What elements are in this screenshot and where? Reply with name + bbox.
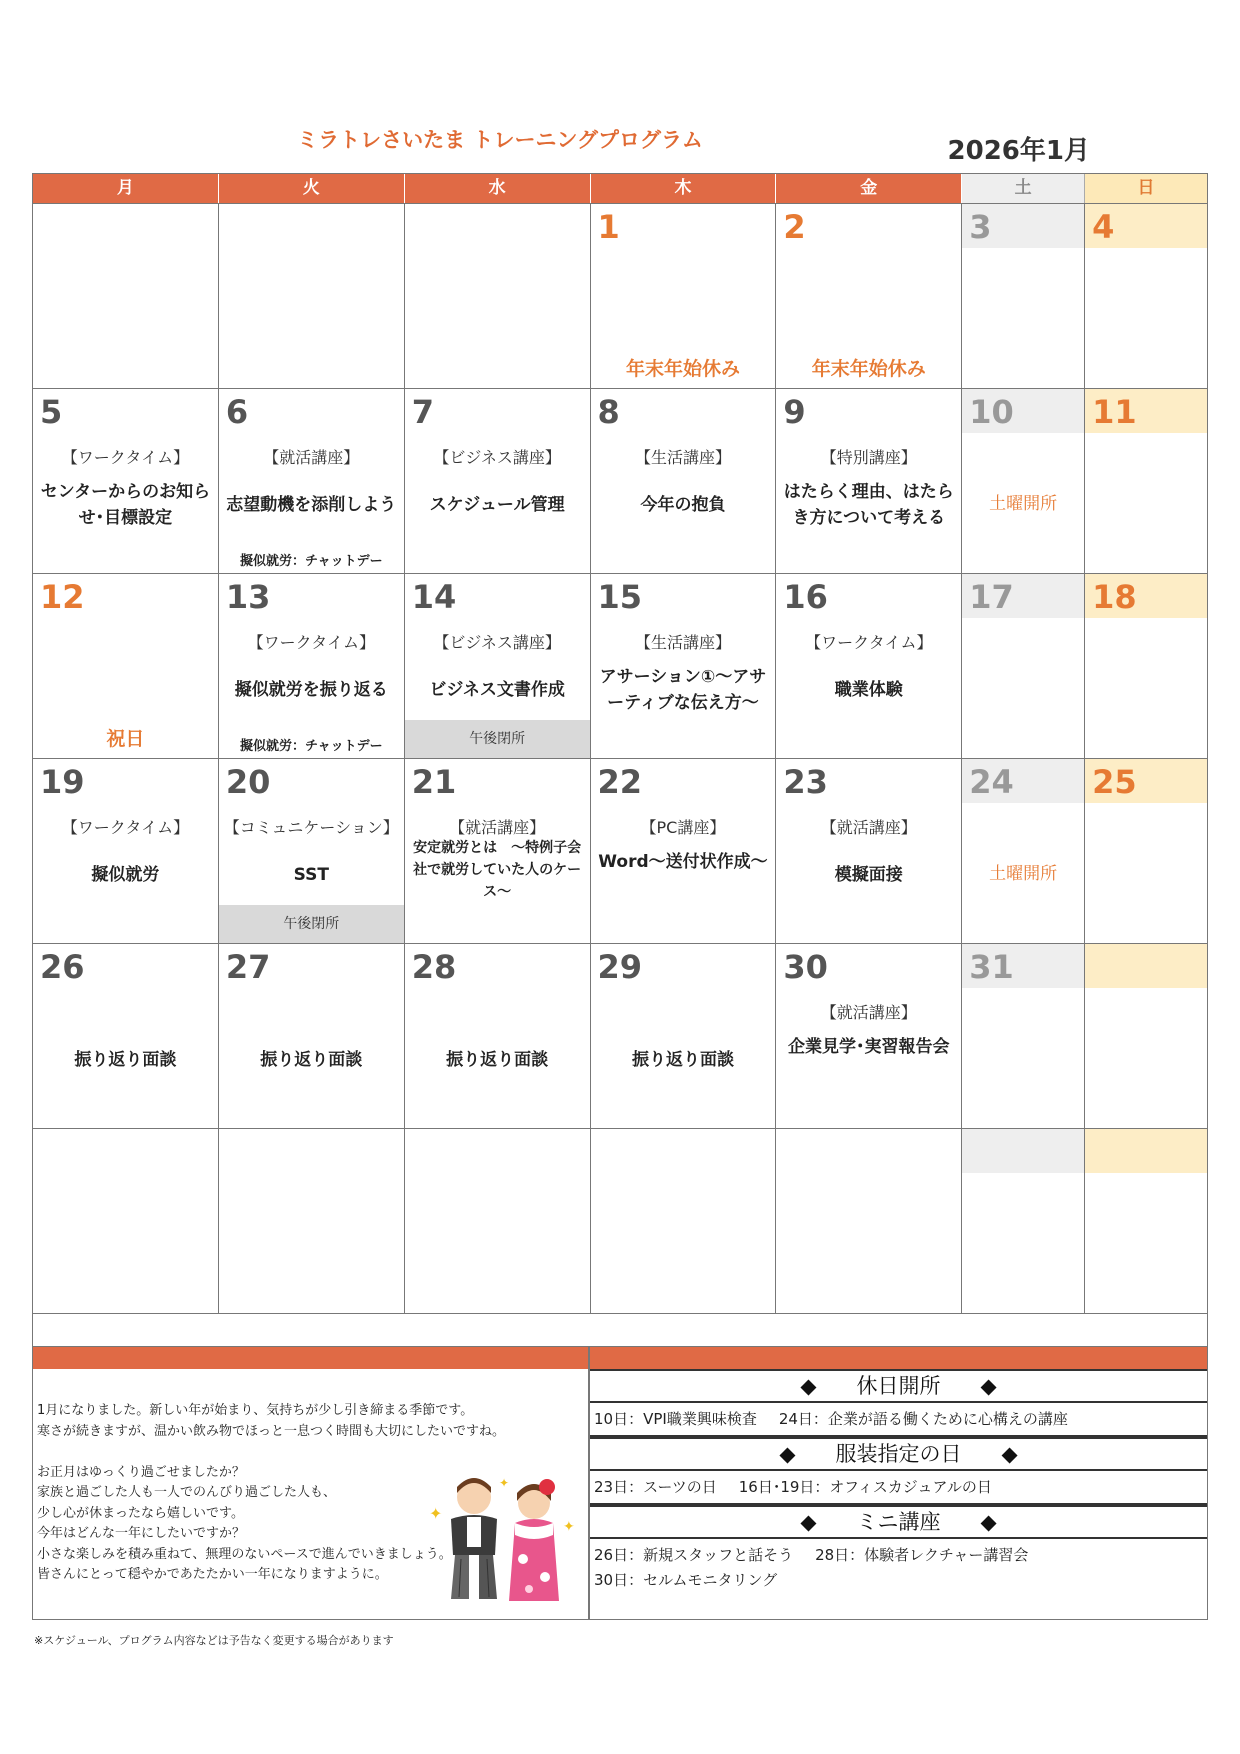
month-label: 2026年1月: [947, 136, 1090, 166]
day-number: 9: [783, 393, 806, 431]
day-number: 20: [225, 763, 271, 801]
holiday-label: 祝日: [106, 728, 145, 750]
day-cell-sat: [962, 1129, 1085, 1313]
event-note: 擬似就労：チャットデー: [239, 554, 383, 569]
day-number: 21: [411, 763, 457, 801]
day-cell-sun: [1085, 759, 1207, 943]
event-title: 擬似就労: [91, 865, 160, 885]
afternoon-closed-label: 午後閉所: [405, 720, 590, 758]
day-number: 14: [411, 578, 457, 616]
day-cell: [33, 204, 219, 388]
day-number: 2: [783, 208, 806, 246]
day-cell-sun: [1085, 1129, 1207, 1313]
day-cell: [33, 759, 219, 943]
panel-item: 26日：新規スタッフと話そう: [594, 1546, 794, 1564]
day-cell: [219, 574, 405, 758]
week-row: [33, 943, 1207, 1128]
day-number: 15: [597, 578, 643, 616]
day-cell: [219, 204, 405, 388]
event-category: 【就活講座】: [820, 818, 917, 837]
day-number: 23: [783, 763, 828, 801]
event-title: Word～送付状作成～: [598, 852, 768, 872]
panel-item: 16日･19日：オフィスカジュアルの日: [738, 1478, 992, 1496]
week-row: [33, 388, 1207, 573]
day-number: 26: [40, 948, 85, 986]
new-year-couple-illustration: [429, 1459, 579, 1609]
day-number: 30: [783, 948, 828, 986]
weekday-fri: 金: [776, 174, 962, 203]
day-number: 18: [1092, 578, 1137, 616]
diamond-icon: ◆: [800, 1374, 817, 1398]
day-number: 25: [1092, 763, 1137, 801]
day-number: 3: [969, 208, 992, 246]
day-cell-sat: [962, 204, 1085, 388]
event-title: 模擬面接: [834, 865, 903, 885]
panel-item: 28日：体験者レクチャー講習会: [815, 1546, 1029, 1564]
afternoon-closed-label: 午後閉所: [219, 905, 404, 943]
saturday-open-label: 土曜開所: [989, 864, 1058, 884]
week-row: [33, 758, 1207, 943]
day-cell: [219, 389, 405, 573]
event-category: 【就活講座】: [449, 818, 546, 837]
event-category: 【ワークタイム】: [61, 448, 190, 467]
day-cell: [33, 944, 219, 1128]
day-cell: [33, 1129, 219, 1313]
day-number: 16: [783, 578, 828, 616]
event-title: 安定就労とは ～特例子会社で就労していた人のケース～: [413, 840, 582, 900]
event-title: はたらく理由、はたらき方について考える: [783, 482, 954, 528]
weekday-header: [33, 174, 1207, 203]
week-row: [33, 573, 1207, 758]
event-title: 振り返り面談: [74, 1050, 177, 1070]
panel-header-mini-lecture: [590, 1505, 1207, 1539]
event-category: 【生活講座】: [634, 448, 731, 467]
diamond-icon: ◆: [1001, 1442, 1018, 1466]
diamond-icon: ◆: [800, 1510, 817, 1534]
day-cell: [405, 944, 591, 1128]
day-cell: [776, 389, 962, 573]
event-category: 【就活講座】: [263, 448, 360, 467]
event-category: 【生活講座】: [634, 633, 731, 652]
day-number: 27: [225, 948, 271, 986]
footer-note: ※スケジュール、プログラム内容などは予告なく変更する場合があります: [34, 1634, 394, 1647]
day-cell: [591, 759, 777, 943]
day-cell-sat: [962, 944, 1085, 1128]
day-cell: [219, 1129, 405, 1313]
day-cell: [776, 204, 962, 388]
weekday-sun: 日: [1085, 174, 1207, 203]
day-cell: [591, 944, 777, 1128]
day-cell: [219, 944, 405, 1128]
day-cell: [591, 574, 777, 758]
day-cell-sun: [1085, 944, 1207, 1128]
day-cell: [405, 204, 591, 388]
svg-text:✦: ✦: [499, 1476, 510, 1490]
event-title: 今年の抱負: [640, 495, 726, 515]
saturday-band: [962, 1129, 1084, 1173]
day-number: 6: [225, 393, 249, 431]
svg-text:✦: ✦: [429, 1504, 443, 1523]
event-title: 職業体験: [834, 680, 903, 700]
event-category: 【ビジネス講座】: [433, 448, 561, 467]
calendar: [32, 173, 1208, 1350]
day-number: 5: [40, 393, 63, 431]
day-cell: [776, 944, 962, 1128]
page-title: ミラトレさいたま トレーニングプログラム: [297, 128, 703, 152]
panel-item: 23日：スーツの日: [594, 1478, 717, 1496]
day-cell: [591, 389, 777, 573]
event-title: ビジネス文書作成: [429, 680, 565, 700]
day-cell-sun: [1085, 204, 1207, 388]
day-cell: [776, 1129, 962, 1313]
day-number: 29: [597, 948, 643, 986]
event-title: 志望動機を添削しよう: [226, 495, 397, 515]
day-number: 10: [969, 393, 1014, 431]
sunday-band: [1085, 1129, 1207, 1173]
panel-title: 服装指定の日: [835, 1442, 962, 1466]
event-category: 【ビジネス講座】: [433, 633, 561, 652]
event-title: 振り返り面談: [631, 1050, 734, 1070]
day-cell: [405, 759, 591, 943]
event-category: 【ワークタイム】: [61, 818, 190, 837]
event-title: 擬似就労を振り返る: [234, 680, 388, 700]
day-cell: [591, 1129, 777, 1313]
day-cell: [405, 1129, 591, 1313]
day-cell-sat: [962, 574, 1085, 758]
event-title: スケジュール管理: [429, 495, 565, 515]
panel-item: 30日：セルムモニタリング: [594, 1571, 778, 1589]
panel-body-mini-lecture: [590, 1539, 1207, 1593]
event-title: センターからのお知らせ･目標設定: [40, 482, 211, 528]
weekday-thu: 木: [591, 174, 777, 203]
event-note: 擬似就労：チャットデー: [239, 739, 383, 754]
weekday-mon: 月: [33, 174, 219, 203]
accent-bar: [33, 1347, 588, 1369]
weekday-wed: 水: [405, 174, 591, 203]
day-cell: [776, 574, 962, 758]
day-cell: [33, 389, 219, 573]
day-number: 4: [1092, 208, 1115, 246]
day-number: 7: [411, 393, 434, 431]
day-number: 28: [411, 948, 457, 986]
diamond-icon: ◆: [779, 1442, 796, 1466]
panel-title: 休日開所: [856, 1374, 941, 1398]
weekday-sat: 土: [962, 174, 1085, 203]
day-number: 22: [597, 763, 643, 801]
panel-body-dress-code: [590, 1471, 1207, 1505]
event-category: 【PC講座】: [640, 818, 726, 837]
day-cell: [219, 759, 405, 943]
day-cell: [776, 759, 962, 943]
diamond-icon: ◆: [980, 1374, 997, 1398]
event-title: 企業見学･実習報告会: [788, 1037, 950, 1057]
day-cell-sun: [1085, 574, 1207, 758]
panel-body-holiday-open: [590, 1403, 1207, 1437]
day-number: 1: [597, 208, 620, 246]
day-number: 24: [969, 763, 1014, 801]
panel-header-dress-code: [590, 1437, 1207, 1471]
sunday-band: [1085, 944, 1207, 988]
event-category: 【コミュニケーション】: [223, 818, 399, 837]
spacer-row: [33, 1313, 1207, 1349]
event-title: SST: [293, 865, 329, 885]
panel-header-holiday-open: [590, 1369, 1207, 1403]
day-cell: [405, 574, 591, 758]
day-cell: [591, 204, 777, 388]
day-cell: [33, 574, 219, 758]
info-section: [32, 1346, 1208, 1620]
weekday-tue: 火: [219, 174, 405, 203]
info-panels: [590, 1369, 1207, 1593]
holiday-label: 年末年始休み: [625, 358, 740, 380]
event-category: 【ワークタイム】: [805, 633, 933, 652]
week-row: [33, 1128, 1207, 1313]
event-category: 【ワークタイム】: [247, 633, 375, 652]
day-number: 31: [969, 948, 1014, 986]
day-cell: [405, 389, 591, 573]
day-number: 8: [597, 393, 620, 431]
day-number: 19: [40, 763, 85, 801]
accent-bar: [590, 1347, 1207, 1369]
holiday-label: 年末年始休み: [811, 358, 926, 380]
event-category: 【特別講座】: [820, 448, 917, 467]
day-cell-sat: [962, 759, 1085, 943]
day-number: 12: [40, 578, 85, 616]
event-title: 振り返り面談: [446, 1050, 549, 1070]
svg-text:✦: ✦: [563, 1519, 575, 1535]
panel-item: 24日：企業が語る働くために心構えの講座: [778, 1410, 1068, 1428]
diamond-icon: ◆: [980, 1510, 997, 1534]
day-cell-sat: [962, 389, 1085, 573]
day-cell-sun: [1085, 389, 1207, 573]
event-title: アサーション①～アサーティブな伝え方～: [599, 667, 767, 713]
event-title: 振り返り面談: [260, 1050, 363, 1070]
day-number: 17: [969, 578, 1014, 616]
day-number: 11: [1092, 393, 1137, 431]
week-row: [33, 203, 1207, 388]
day-number: 13: [225, 578, 271, 616]
panel-title: ミニ講座: [856, 1510, 941, 1534]
monthly-message: 1月になりました。新しい年が始まり、気持ちが少し引き締まる季節です。 寒さが続きますが、温かい飲み物でほっと一息つく時間も大切にしたいですね。 お正月はゆっくり過ごせましたか？ 家族と過ごした人も一人でのんびり過ごした人も、 少し心が休まったなら嬉しいです。 今年はどんな一年にしたいですか？ 小さな楽しみを積み重ねて、無理のないペースで進んでいきましょう。 皆さんにとって穏やかであたたかい一年になりますように。: [37, 1403, 506, 1582]
panel-item: 10日：VPI職業興味検査: [594, 1410, 757, 1428]
saturday-open-label: 土曜開所: [989, 494, 1058, 514]
event-category: 【就活講座】: [820, 1003, 917, 1022]
